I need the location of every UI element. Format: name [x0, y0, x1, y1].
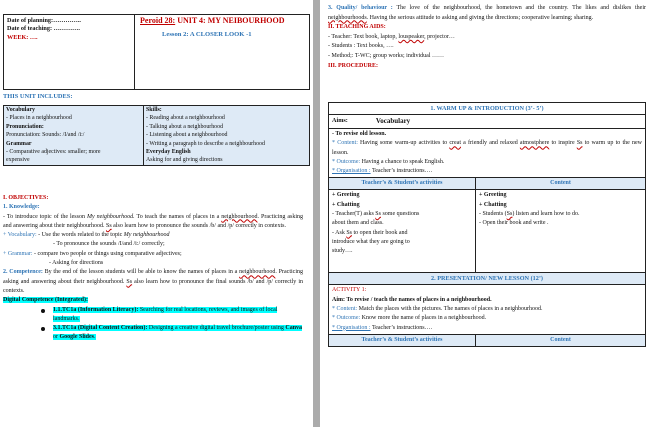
- objectives-section: [3, 194, 303, 343]
- activities-header-2: Teacher’s & Student’s activities Content: [329, 335, 645, 346]
- pron-item: Pronunciation: Sounds: /I/and /i:/: [6, 132, 85, 139]
- planning-cell: [4, 15, 135, 89]
- teaching-aids-title: II. TEACHING AIDS:: [328, 24, 386, 31]
- student-content: + Greeting + Chatting - Students (Ss) listen and learn how to do. - Open their book and write .: [479, 192, 580, 227]
- date-of-teaching: Date of teaching: ………….: [7, 25, 80, 33]
- everyday-heading: Everyday English: [146, 148, 191, 155]
- unit-title: UNIT 4: MY NEIBOURHOOD: [177, 16, 285, 25]
- grammar-item-cont: expensive: [6, 157, 30, 164]
- competence-text: 2. Competence: By the end of the lesson students will be able to know the names of places in a neighbourhood. Practicing asking and answering about their neighbourhood. Ss also learn how to pronounce the final sounds /b/ and /p/ correctly in contexts.: [3, 269, 303, 294]
- presentation-title: 2. PRESENTATION/ NEW LESSON (12’): [329, 273, 645, 285]
- period-label: Peroid 28:: [140, 16, 176, 25]
- vocab-heading: Vocabulary: [6, 107, 35, 113]
- digital-competence-title: Digital Competence (Integrated):: [3, 297, 88, 304]
- knowledge-title: 1. Knowledge:: [3, 204, 40, 211]
- procedure-table: [328, 102, 646, 347]
- objectives-title: I. OBJECTIVES:: [3, 195, 49, 201]
- aids-method: - Method;: T-WC; group works; individual ……: [328, 52, 444, 59]
- lesson-title: Lesson 2: A CLOSER LOOK -1: [162, 30, 252, 38]
- dc-item-1: 1.1.TC1a (Information Literacy): Searching for real locations, reviews, and images of local landmarks.: [41, 306, 303, 325]
- aims-row: Aims: Vocabulary: [329, 115, 645, 129]
- skill-item: - Listening about a neighbourhood: [146, 132, 228, 139]
- knowledge-text: - To introduce topic of the lesson My neighbourhood. To teach the names of places in a neighbourhood. Practicing asking and answering about their neighbourhood. Ss also learn how to pronounce the sounds /b/ and /p/ correctly in contexts.: [3, 213, 303, 229]
- warmup-details: - To revise old lesson. * Content: Having some warm-up activities to creat a friendly and relaxed atmostphere to inspire Ss to warm up to the new lesson. * Outcome: Having a chance to speak English. * Organisation : Teacher’s instructions….: [329, 129, 645, 178]
- skills-heading: Skills:: [146, 107, 162, 113]
- teacher-activities: + Greeting + Chatting - Teacher(T) asks Ss some questions about them and class. - Ask Ss to open their book and introduce what they are going to study….: [329, 190, 476, 272]
- warmup-activities-row: [329, 190, 645, 273]
- quality-text: 3. Quality/ behaviour : The love of the neighbourhood, the hometown and the country. The likes and dislikes their neighbourhoods. Having the serious attitude to asking and giving the directions; cooperative learning; sharing.: [328, 5, 646, 21]
- procedure-title: III. PROCEDURE:: [328, 62, 379, 69]
- pronunciation-line: - To pronounce the sounds /I/and /i:/ correctly;: [53, 241, 165, 248]
- grammar-heading: Grammar: [6, 140, 32, 147]
- grammar-line: + Grammar: - compare two people or things using comparative adjectives;: [3, 250, 182, 257]
- document-page-left: [0, 0, 313, 427]
- vocab-item: - Places in a neighbourhood: [6, 115, 72, 122]
- everyday-item: Asking for and giving directions: [146, 157, 223, 164]
- document-page-right: [320, 0, 650, 427]
- directions-line: - Asking for directions: [49, 260, 104, 267]
- presentation-details: ACTIVITY 1: Aim: To revise / teach the names of places in a neighbourhood. * Content: Match the places with the pictures. The names of places in a neighbourhood. * Outcome: Know more the name of places in a neighbourhood. * Organisation : Teacher’s instructions….: [329, 285, 645, 334]
- warmup-title: 1. WARM UP & INTRODUCTION (3’- 5’): [329, 103, 645, 115]
- skills-column: [144, 106, 310, 166]
- unit-includes-table: [3, 105, 310, 166]
- title-cell: [135, 15, 310, 89]
- pron-heading: Pronunciation:: [6, 123, 44, 130]
- dc-item-2: 3.1.TC1a (Digital Content Creation): Designing a creative digital travel brochure/poster using Canva or Google Slides.: [41, 324, 303, 343]
- language-column: [4, 106, 144, 166]
- date-of-planning: Date of planning:…………..: [7, 17, 81, 24]
- aids-teacher: - Teacher: Text book, laptop, louspeaker, projector…: [328, 33, 455, 40]
- grammar-item: - Comparative adjectives: smaller; more: [6, 148, 101, 155]
- aids-students: - Students : Text books, ….: [328, 43, 394, 50]
- skill-item: - Talking about a neighbourhood: [146, 123, 224, 130]
- digital-competence-list: [41, 306, 303, 343]
- vocabulary-line: + Vocabulary: - Use the words related to the topic My neighbourhood: [3, 232, 170, 239]
- skill-item: - Reading about a neighbourhood: [146, 115, 225, 122]
- activities-header: Teacher’s & Student’s activities Content: [329, 178, 645, 190]
- week-label: WEEK: ….: [7, 33, 38, 41]
- quality-aids-section: [328, 4, 646, 71]
- unit-includes-title: THIS UNIT INCLUDES:: [3, 93, 73, 100]
- skill-item: - Writing a paragraph to describe a neighbourhood: [146, 140, 265, 147]
- lesson-header-table: [3, 14, 310, 90]
